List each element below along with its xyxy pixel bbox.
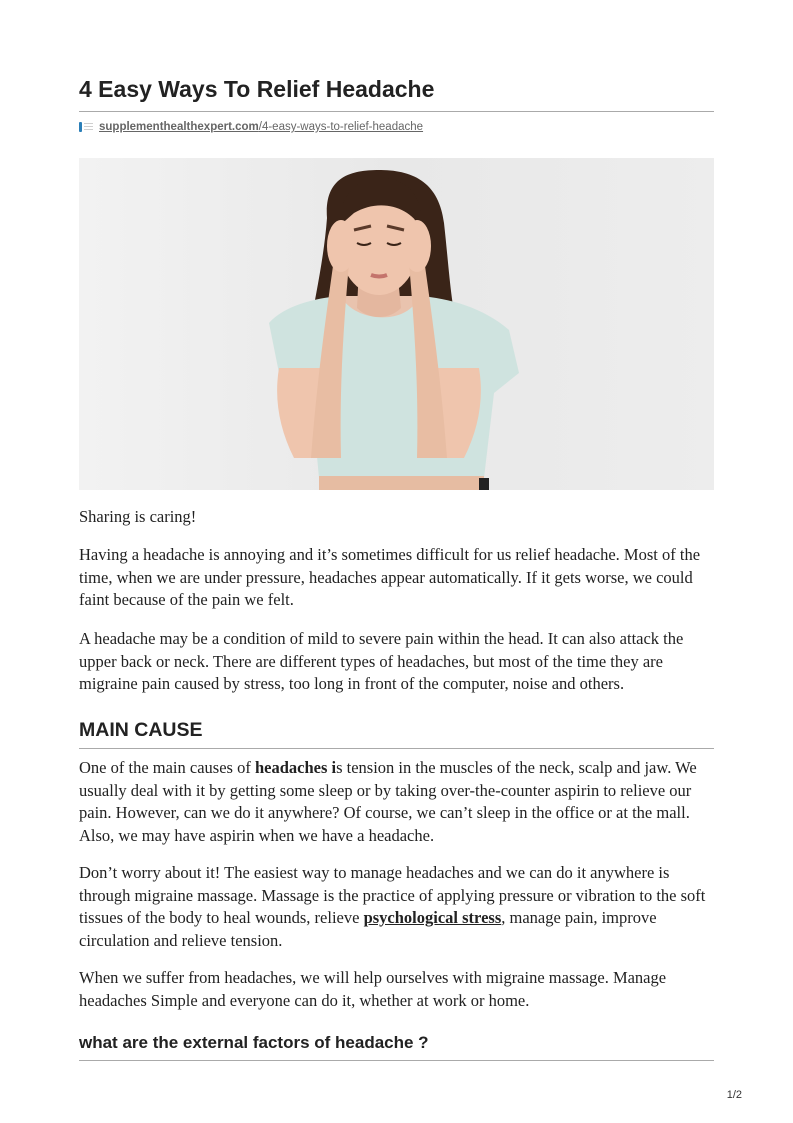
page-number: 1/2 [726,1089,742,1101]
text-span: s tension in the muscles of the neck, scalp and jaw. We usually deal with it by getting some sleep or by taking over-the-counter aspirin to relieve our pain. However, can we do it anywhere? Of course, we can’t sleep in the office or at the mall. Also, we may have aspirin when we have a headache. [79,758,697,845]
psychological-stress-link[interactable]: psychological stress [363,908,502,927]
site-favicon-icon [79,121,95,133]
main-cause-paragraph-1 [79,757,715,847]
text-span: , manage pain, improve circulation and relieve tension. [79,908,657,950]
intro-paragraph-2: A headache may be a condition of mild to severe pain within the head. It can also attack the upper back or neck. There are different types of headaches, but most of the time they are migraine pain caused by stress, too long in front of the computer, noise and others. [79,629,684,693]
text-span: One of the main causes of [79,758,255,777]
external-factors-heading: what are the external factors of headache ? [79,1033,429,1052]
woman-with-headache-photo-icon [79,158,714,490]
source-link[interactable] [99,121,423,133]
external-factors-divider [79,1060,714,1061]
source-url [79,119,423,135]
source-domain: supplementhealthexpert.com [99,121,259,133]
main-cause-paragraph-3: When we suffer from headaches, we will help ourselves with migraine massage. Manage headaches Simple and everyone can do it, whether at work or home. [79,968,667,1010]
headaches-bold-text: headaches i [254,758,337,777]
page-title: 4 Easy Ways To Relief Headache [79,76,435,102]
intro-paragraph-1: Having a headache is annoying and it’s sometimes difficult for us relief headache. Most of the time, when we are under pressure, headaches appear automatically. If it gets worse, we could faint because of the pain we felt. [79,545,701,609]
main-cause-heading: MAIN CAUSE [79,719,203,741]
main-cause-paragraph-2 [79,862,715,952]
sharing-text: Sharing is caring! [79,507,197,526]
text-span: Don’t worry about it! The easiest way to manage headaches and we can do it anywhere is through migraine massage. Massage is the practice of applying pressure or vibration to the soft tissues of the body to heal wounds, relieve [79,863,706,927]
main-cause-divider [79,748,714,749]
hero-image [79,158,714,490]
source-path: /4-easy-ways-to-relief-headache [258,121,424,133]
title-divider [79,111,714,112]
